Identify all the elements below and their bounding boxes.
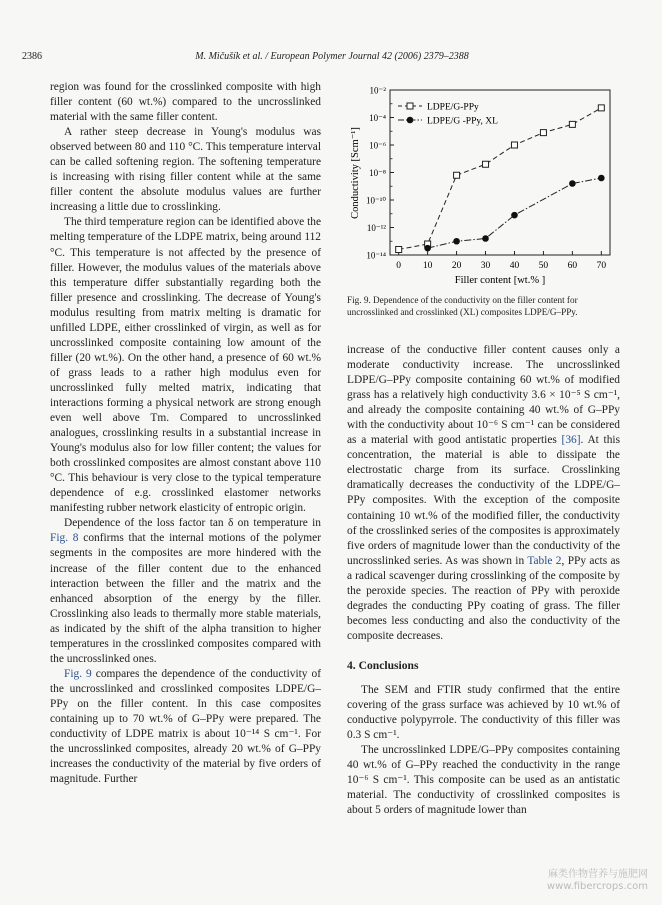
- x-tick-label: 70: [596, 261, 607, 271]
- paragraph: Dependence of the loss factor tan δ on temperature in Fig. 8 confirms that the internal motions of the polymer segments in the composites are more hindered with the increase of the filler content due to the enhanced interaction between the filler and the matrix and the enhanced absorption of the energy by the filler. Crosslinking also leads to thermally more stable materials, as indicated by the shift of the alpha transition to higher temperatures in the crosslinked composites compared with the uncrosslinked ones.: [50, 517, 321, 665]
- legend-marker: [407, 117, 414, 124]
- y-axis-label: Conductivity [Scm⁻¹]: [350, 127, 361, 219]
- paragraph: region was found for the crosslinked composite with high filler content (60 wt.%) compared to the uncrosslinked material with the same filler content.: [50, 81, 321, 124]
- legend-label: LDPE/G -PPy, XL: [427, 116, 498, 127]
- right-column: [347, 343, 620, 818]
- running-head: M. Mičušík et al. / European Polymer Journal 42 (2006) 2379–2388: [195, 51, 469, 62]
- page-number: 2386: [22, 51, 42, 62]
- data-point: [511, 142, 517, 148]
- paragraph: Fig. 9 compares the dependence of the conductivity of the uncrosslinked and crosslinked composites LDPE/G–PPy on the filler content. In this case composites containing up to 70 wt.% of G–PPy were prepared. The conductivity of LDPE matrix is about 10⁻¹⁴ S cm⁻¹. For the uncrosslinked composites, already 20 wt.% of G–PPy increases the conductivity of the material by five orders of magnitude. Further: [50, 667, 321, 786]
- x-tick-label: 0: [396, 261, 402, 271]
- fig9-link[interactable]: Fig. 9: [64, 667, 92, 680]
- y-tick-label: 10⁻¹⁰: [365, 195, 386, 206]
- data-point: [569, 121, 575, 127]
- data-point: [424, 245, 431, 252]
- y-tick-label: 10⁻⁴: [369, 113, 386, 123]
- paragraph: The third temperature region can be identified above the melting temperature of the LDPE matrix, being around 112 °C. This temperature is not affected by the presence of filler. However, the modulus values of the materials above this temperature differ substantially regarding both the filler presence and crosslinking. The decrease of Young's modulus resulting from matrix melting is dramatic for unfilled LDPE, either crosslinked of virgin, as well as for uncrosslinked composite containing low amount of the filler (20 wt.%). On the other hand, a presence of 60 wt.% of grass leads to a rather high modulus even for uncrosslinked fully melted matrix, indicating that interactions forming a physical network are strong enough even well above Tm. Compared to uncrosslinked analogues, crosslinking results in a substantial increase in Young's modulus also for low filler content; the values for both crosslinked composites are almost constant above 110 °C. This behaviour is very close to the typical temperature dependence of e.g. crosslinked elastomer networks manifesting rubber network elasticity of entropic origin.: [50, 216, 321, 515]
- x-tick-label: 50: [538, 261, 549, 271]
- data-point: [540, 130, 546, 136]
- section-heading: 4. Conclusions: [347, 658, 419, 672]
- paragraph: A rather steep decrease in Young's modulus was observed between 80 and 110 °C. This temperature interval can be called softening region. The softening temperature is increasing with rising filler content while at the same filler content the absolute modulus values are further increasing a little due to crosslinking.: [50, 126, 321, 214]
- x-tick-label: 10: [422, 261, 433, 271]
- y-tick-label: 10⁻⁶: [369, 140, 386, 151]
- x-tick-label: 40: [509, 261, 520, 271]
- left-column: [50, 80, 321, 787]
- data-point: [511, 212, 518, 219]
- legend-label: LDPE/G-PPy: [427, 102, 479, 113]
- paragraph: increase of the conductive filler content causes only a moderate conductivity increase. The uncrosslinked LDPE/G–PPy composite containing 60 wt.% of modified grass has a relatively high conductivity 3.6 × 10⁻⁵ S cm⁻¹, and already the composite containing 40 wt.% of G–PPy with the conductivity about 10⁻⁶ S cm⁻¹ can be considered as a material with good antistatic properties [36]. At this concentration, the material is able to dissipate the electrostatic charge from its surface. Crosslinking dramatically decreases the conductivity of the LDPE/G–PPy composites. With the exception of the composite containing 10 wt.% of the modified filler, the conductivity of the crosslinked series of the composites is approximately five orders of magnitude lower than the conductivity of the uncrosslinked series. As was shown in Table 2, PPy acts as a radical scavenger during crosslinking of the composite by the peroxide species. The reaction of PPy with peroxide degrades the conducting PPy coating of grass. The filler becomes less conducting and also the conductivity of the composite decreases.: [347, 344, 621, 642]
- ref-36-link[interactable]: [36]: [561, 434, 581, 447]
- conductivity-chart: [340, 78, 625, 293]
- data-point: [454, 172, 460, 178]
- x-axis-label: Filler content [wt.% ]: [454, 275, 546, 286]
- y-tick-label: 10⁻⁸: [369, 168, 386, 178]
- data-point: [453, 238, 460, 245]
- watermark: 麻类作物营养与施肥网 www.fibercrops.com: [546, 869, 648, 892]
- x-tick-label: 60: [567, 261, 578, 271]
- x-tick-label: 30: [480, 261, 491, 271]
- x-tick-label: 20: [451, 261, 462, 271]
- y-tick-label: 10⁻¹²: [366, 223, 386, 233]
- fig8-link[interactable]: Fig. 8: [50, 532, 79, 545]
- y-tick-label: 10⁻¹⁴: [366, 250, 386, 261]
- data-point: [396, 247, 402, 253]
- data-point: [598, 175, 605, 182]
- paragraph: The SEM and FTIR study confirmed that the entire covering of the grass surface was achieved by 10 wt.% of conductive polypyrrole. The conductivity of this filler was 0.3 S cm⁻¹.: [347, 683, 620, 742]
- y-tick-label: 10⁻²: [369, 85, 386, 96]
- data-point: [598, 105, 604, 111]
- legend-marker: [407, 103, 413, 109]
- running-header: [22, 51, 642, 65]
- data-point: [569, 180, 576, 187]
- data-point: [482, 235, 489, 242]
- figure-caption: Fig. 9. Dependence of the conductivity on the filler content for uncrosslinked and crosslinked (XL) composites LDPE/G–PPy.: [347, 295, 578, 318]
- plot-frame: [390, 90, 610, 255]
- table2-link[interactable]: Table 2: [527, 554, 562, 567]
- data-point: [483, 161, 489, 167]
- paragraph: The uncrosslinked LDPE/G–PPy composites containing 40 wt.% of G–PPy reached the conductivity in the range 10⁻⁶ S cm⁻¹. This composite can be used as an antistatic material. The conductivity of crosslinked composites is about 5 orders of magnitude lower than: [347, 744, 620, 817]
- series-line: [399, 108, 602, 250]
